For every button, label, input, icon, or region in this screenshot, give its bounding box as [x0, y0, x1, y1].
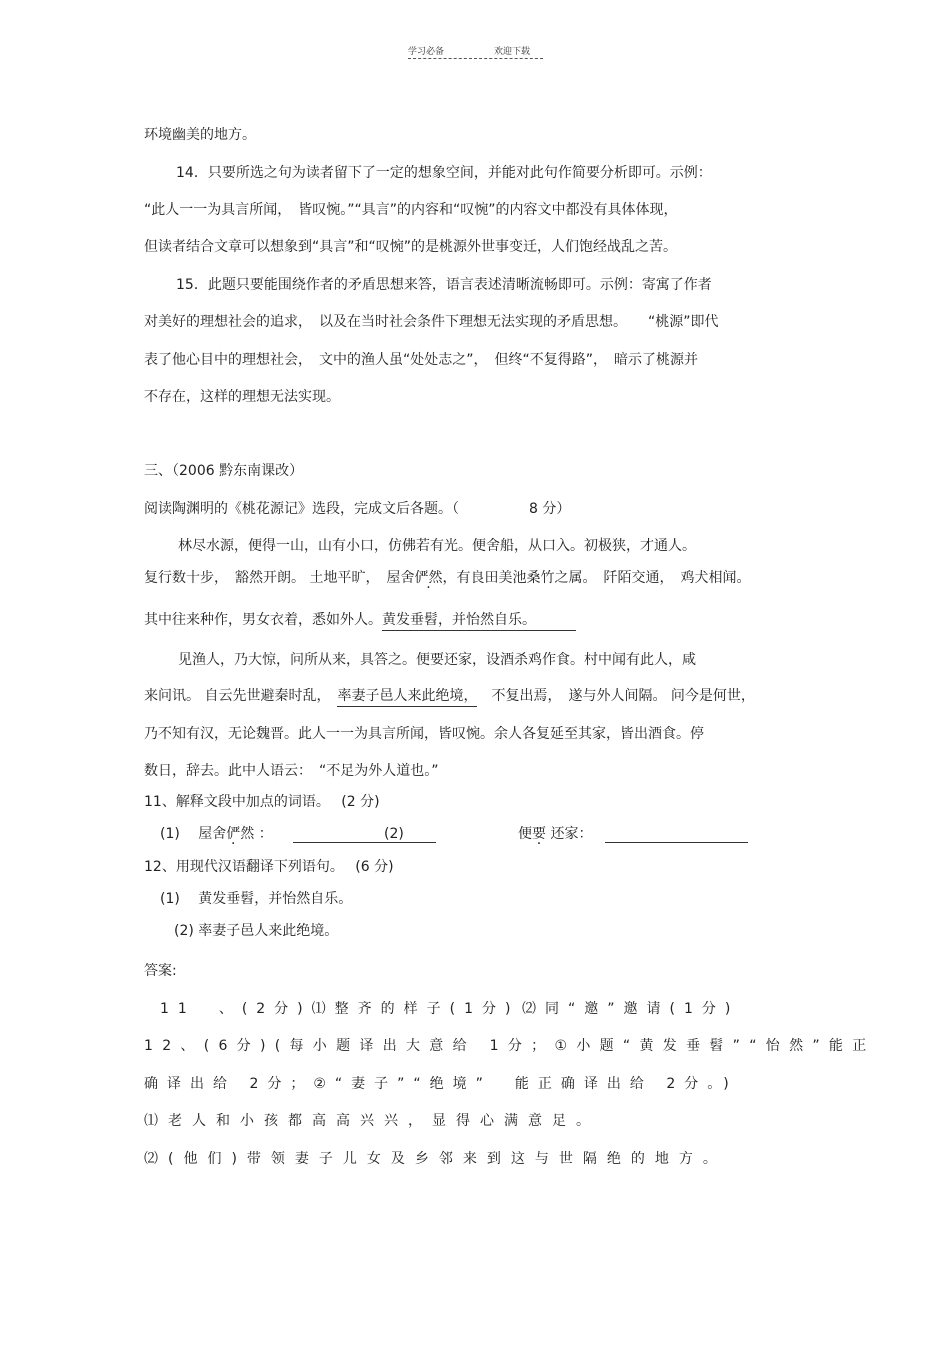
passage-line	[144, 686, 755, 707]
q11-item-1-tail: 然 ：	[240, 826, 273, 842]
underlined-sentence: 黄发垂髫，并怡然自乐。	[382, 610, 576, 631]
question-12-item-2: (2) 率妻子邑人来此绝境。	[174, 923, 339, 939]
q11-item-3	[518, 824, 592, 844]
question-11-items	[160, 824, 273, 844]
answer-11a: 11 、(2分)⑴整齐的样子(1分)	[160, 1001, 520, 1017]
q11-item-2: (2)	[384, 826, 404, 842]
answer-12b: 确译出给 2分；②“妻子”“绝境” 能正确译出给 2分。)	[144, 1076, 738, 1092]
dotted-word: 俨	[226, 826, 241, 842]
answer-translation-1: ⑴老人和小孩都高高兴兴，显得心满意足。	[144, 1113, 600, 1129]
question-12: 12、用现代汉语翻译下列语句。 (6 分)	[144, 859, 394, 875]
underlined-sentence: 率妻子邑人来此绝境，	[337, 686, 477, 707]
q11-item-1: (1) 屋舍	[160, 826, 227, 842]
passage-text: ，有良田美池桑竹之属。 阡陌交通， 鸡犬相闻。	[442, 570, 751, 586]
answer-11b: ⑵同“邀”邀请(1分)	[522, 1001, 740, 1017]
prev-answer-line: 环境幽美的地方。	[144, 127, 256, 143]
header-right: 欢迎下载	[494, 47, 531, 57]
answer-blank-1	[293, 824, 436, 843]
passage-text: 其中往来种作，男女衣着，悉如外人。	[144, 612, 382, 628]
question-12-item-1: (1) 黄发垂髫，并怡然自乐。	[160, 891, 353, 907]
passage-line: 见渔人，乃大惊，问所从来，具答之。便要还家，设酒杀鸡作食。村中闻有此人，咸	[178, 652, 696, 668]
passage-line	[144, 610, 576, 631]
passage-text: 来问讯。 自云先世避秦时乱，	[144, 688, 338, 704]
prev-answer-line: 不存在，这样的理想无法实现。	[144, 389, 340, 405]
answer-blank-2	[605, 824, 748, 843]
dotted-word: 俨然	[414, 570, 443, 586]
passage-line	[144, 568, 750, 588]
prev-answer-line: 15．此题只要能围绕作者的矛盾思想来答，语言表述清晰流畅即可。示例：寄寓了作者	[176, 277, 712, 293]
passage-text: 复行数十步， 豁然开朗。 土地平旷， 屋舍	[144, 570, 415, 586]
q11-item-3-tail: 还家：	[546, 826, 593, 842]
prev-answer-line: “此人一一为具言所闻， 皆叹惋。”“具言”的内容和“叹惋”的内容文中都没有具体体现，	[144, 202, 678, 218]
prev-answer-line: 对美好的理想社会的追求， 以及在当时社会条件下理想无法实现的矛盾思想。 “桃源”即代	[144, 314, 719, 330]
prev-answer-line: 表了他心目中的理想社会， 文中的渔人虽“处处志之”， 但终“不复得路”， 暗示了桃源并	[144, 352, 699, 368]
prev-answer-line: 14．只要所选之句为读者留下了一定的想象空间，并能对此句作简要分析即可。示例：	[176, 165, 712, 181]
q11-item-3-text: 便	[518, 826, 532, 842]
section-title: 三、（2006 黔东南课改）	[144, 463, 304, 479]
dotted-word: 要	[532, 826, 546, 842]
header-left: 学习必备	[408, 47, 445, 57]
prev-answer-line: 但读者结合文章可以想象到“具言”和“叹惋”的是桃源外世事变迁，人们饱经战乱之苦。	[144, 239, 678, 255]
header-rule	[408, 58, 543, 59]
passage-line: 林尽水源，便得一山，山有小口，仿佛若有光。便舍船，从口入。初极狭，才通人。	[178, 538, 696, 554]
page-header	[408, 44, 580, 57]
passage-line: 数日，辞去。此中人语云： “不足为外人道也。”	[144, 763, 439, 779]
passage-line: 乃不知有汉，无论魏晋。此人一一为具言所闻，皆叹惋。余人各复延至其家，皆出酒食。停	[144, 726, 704, 742]
answers-title: 答案:	[144, 963, 177, 979]
passage-text: 不复出焉， 遂与外人间隔。 问今是何世，	[477, 688, 755, 704]
section-instruction: 阅读陶渊明的《桃花源记》选段，完成文后各题。（ 8 分）	[144, 501, 571, 517]
answer-translation-2: ⑵(他们)带领妻子儿女及乡邻来到这与世隔绝的地方。	[144, 1151, 727, 1167]
answer-12a: 12、(6分)(每小题译出大意给 1分；①小题“黄发垂髫”“怡然”能正	[144, 1038, 876, 1054]
question-11: 11、解释文段中加点的词语。 (2 分)	[144, 794, 380, 810]
